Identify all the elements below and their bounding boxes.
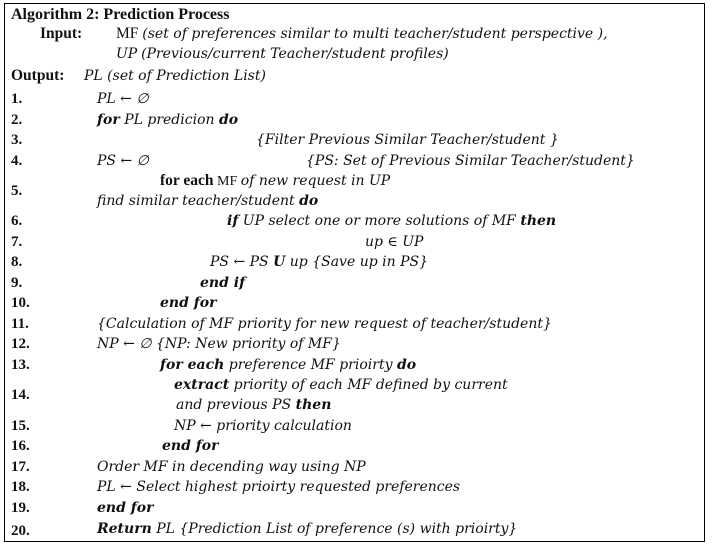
input-line-2 xyxy=(116,45,449,63)
keyword-if: if xyxy=(227,213,239,229)
input-label: Input: xyxy=(40,25,83,42)
algorithm-title: Algorithm 2: Prediction Process xyxy=(11,6,230,23)
input-mf-name: MF xyxy=(116,25,139,42)
line-number: 5. xyxy=(11,183,23,199)
line-number: 4. xyxy=(11,153,23,169)
line-6-body: UP select one or more solutions of MF xyxy=(238,213,521,229)
line-5-find: find similar teacher/student xyxy=(97,193,300,209)
input-mf-desc: (set of preferences similar to multi teacher/student perspective ), xyxy=(142,26,608,42)
line-5-text-a xyxy=(160,172,390,191)
keyword-do: do xyxy=(396,357,417,373)
line-number: 17. xyxy=(11,459,30,475)
keyword-end-for: end for xyxy=(160,295,217,311)
line-2-text xyxy=(97,111,238,129)
keyword-extract: extract xyxy=(174,377,230,393)
output-text: PL (set of Prediction List) xyxy=(84,68,266,84)
line-number: 18. xyxy=(11,479,30,495)
line-18-text: PL ← Select highest prioirty requested preferences xyxy=(97,479,461,495)
input-up-desc: (Previous/current Teacher/student profiles) xyxy=(141,46,449,62)
line-8-comment: up {Save up in PS} xyxy=(285,254,428,270)
line-6-text xyxy=(227,212,556,230)
keyword-end-for: end for xyxy=(97,500,154,516)
line-number: 10. xyxy=(11,295,30,311)
line-5-body: of new request in UP xyxy=(240,173,391,189)
line-number: 16. xyxy=(11,438,30,454)
keyword-for-each: for each xyxy=(160,357,225,373)
line-number: 7. xyxy=(11,234,23,250)
line-number: 12. xyxy=(11,336,30,352)
line-number: 20. xyxy=(11,523,30,539)
keyword-for-each: for each xyxy=(160,172,214,189)
line-13-body: preference MF prioirty xyxy=(224,357,397,373)
input-up-name: UP xyxy=(116,46,138,62)
line-20-text xyxy=(97,520,517,538)
keyword-union: U xyxy=(273,254,286,270)
line-8-body: PS ← PS xyxy=(210,254,274,270)
line-number: 3. xyxy=(11,132,23,148)
line-1-text: PL ← ∅ xyxy=(97,91,149,107)
output-label: Output: xyxy=(11,67,65,84)
line-15-text: NP ← priority calculation xyxy=(174,418,352,434)
keyword-do: do xyxy=(299,193,319,209)
line-number: 19. xyxy=(11,500,30,516)
line-20-body: PL {Prediction List of preference (s) with prioirty} xyxy=(151,521,518,537)
line-5-mf: MF xyxy=(213,174,241,189)
line-number: 9. xyxy=(11,275,23,291)
keyword-end-if: end if xyxy=(200,275,246,291)
line-number: 15. xyxy=(11,418,30,434)
input-line-1 xyxy=(116,25,608,43)
line-number: 14. xyxy=(11,387,30,403)
line-14-body: priority of each MF defined by current xyxy=(229,377,508,393)
keyword-return: Return xyxy=(97,521,152,537)
line-4-text: PS ← ∅ xyxy=(97,153,149,169)
line-12-text: NP ← ∅ {NP: New priority of MF} xyxy=(97,336,341,352)
keyword-end-for: end for xyxy=(162,438,219,454)
line-number: 6. xyxy=(11,213,23,229)
line-number: 8. xyxy=(11,254,23,270)
line-14-text-a xyxy=(174,376,508,394)
keyword-then: then xyxy=(295,397,332,413)
line-14-cont: and previous PS xyxy=(176,397,296,413)
line-13-text xyxy=(160,356,416,374)
keyword-do: do xyxy=(218,112,239,128)
line-5-text-b xyxy=(97,192,318,210)
line-number: 13. xyxy=(11,357,30,373)
line-7-text: up ∈ UP xyxy=(365,234,424,250)
line-2-body: PL predicion xyxy=(119,112,219,128)
line-11-text: {Calculation of MF priority for new request of teacher/student} xyxy=(97,316,552,332)
keyword-then: then xyxy=(520,213,557,229)
line-3-text: {Filter Previous Similar Teacher/student } xyxy=(256,132,559,148)
line-17-text: Order MF in decending way using NP xyxy=(97,459,366,475)
line-number: 2. xyxy=(11,112,23,128)
line-8-text xyxy=(210,253,428,271)
line-4-comment: {PS: Set of Previous Similar Teacher/student} xyxy=(306,153,635,169)
line-number: 11. xyxy=(11,316,29,332)
line-number: 1. xyxy=(11,91,23,107)
keyword-for: for xyxy=(97,112,120,128)
line-14-text-b xyxy=(176,396,331,414)
